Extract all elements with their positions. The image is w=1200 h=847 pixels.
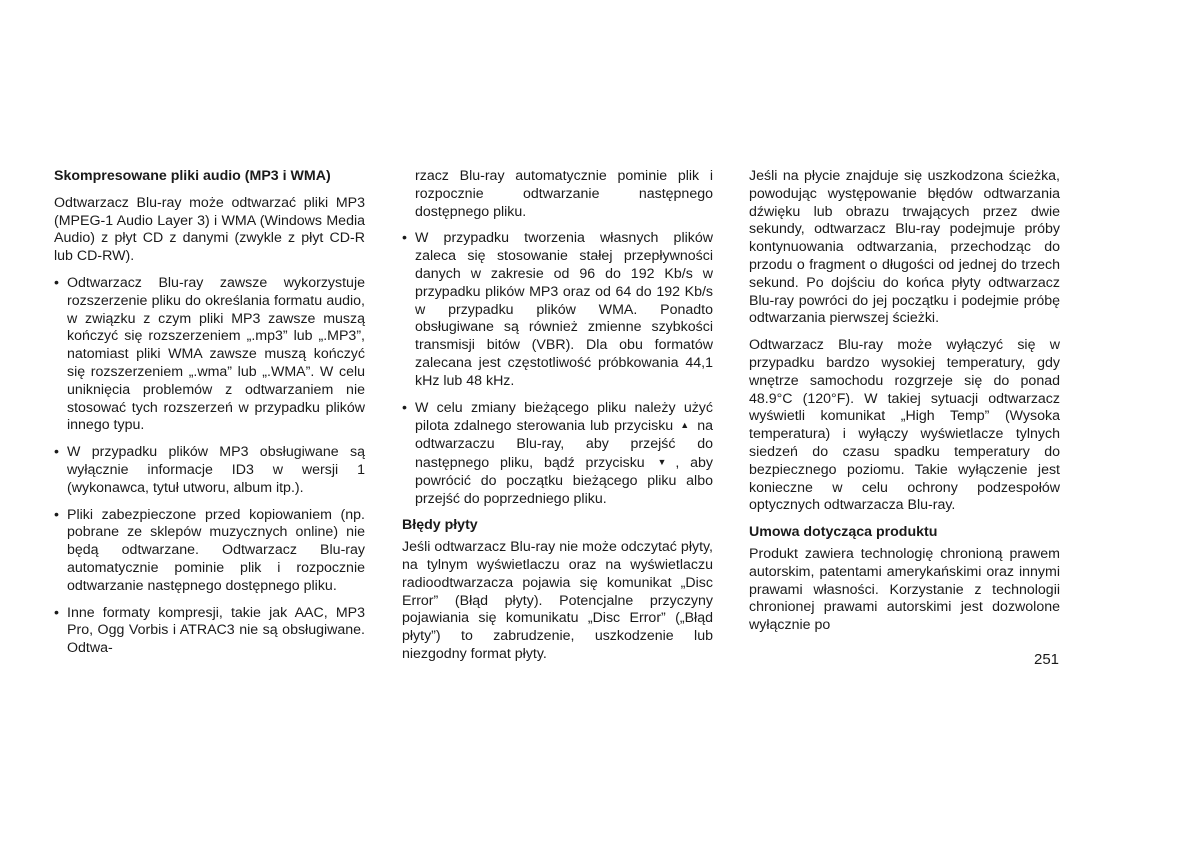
bullet-icon: • <box>402 230 407 247</box>
bullet-icon: • <box>54 604 59 621</box>
bullet-icon: • <box>54 506 59 523</box>
bullet-icon: • <box>54 274 59 291</box>
list-item: • Odtwarzacz Blu-ray zawsze wykorzystuje rozszerzenie pliku do określania formatu audio, w związku z czym pliki MP3 zawsze muszą kończyć się rozszerzeniem „.mp3” lub „.MP3”, natomiast pliki WMA zawsze muszą kończyć się rozszerzeniem „.wma” lub „.WMA”. W celu uniknięcia problemów z odtwarzaniem nie stosować tych rozszerzeń w przypadku plików innego typu. <box>54 274 365 434</box>
intro-paragraph: Odtwarzacz Blu-ray może odtwarzać pliki MP3 (MPEG-1 Audio Layer 3) i WMA (Windows Media Audio) z płyt CD z danymi (zwykle z płyt CD-R lub CD-RW). <box>54 194 365 265</box>
bullet-icon: • <box>402 399 407 416</box>
list-item: • Inne formaty kompresji, takie jak AAC, MP3 Pro, Ogg Vorbis i ATRAC3 nie są obsługiwane. Odtwa- <box>54 604 365 657</box>
column-middle <box>402 168 713 673</box>
bullet-list-middle <box>402 230 713 508</box>
list-item: • Pliki zabezpieczone przed kopiowaniem (np. pobrane ze sklepów muzycznych online) nie będą odtwarzane. Odtwarzacz Blu-ray automatycznie pominie plik i rozpocznie odtwarzanie następnego dostępnego pliku. <box>54 506 365 594</box>
section-heading-compressed-audio: Skompresowane pliki audio (MP3 i WMA) <box>54 168 331 184</box>
page-number: 251 <box>1034 651 1060 668</box>
damaged-track-paragraph: Jeśli na płycie znajduje się uszkodzona ścieżka, powodując występowanie błędów odtwarzania dźwięku lub obrazu trwających przez dwie sekundy, odtwarzacz Blu-ray podejmuje próby kontynuowania odtwarzania, przechodząc do przodu o fragment o długości od jednej do trzech sekund. Po dojściu do końca płyty odtwarzacz Blu-ray powróci do jej początku i podejmie próbę odtwarzania pierwszej ścieżki. <box>749 168 1060 327</box>
up-arrow-icon: ▲ <box>680 420 691 431</box>
column-right <box>749 168 1060 644</box>
bullet-icon: • <box>54 444 59 461</box>
disc-error-paragraph: Jeśli odtwarzacz Blu-ray nie może odczytać płyty, na tylnym wyświetlaczu oraz na wyświetlaczu radioodtwarzacza pojawia się komunikat „Disc Error” (Błąd płyty). Potencjalne przyczyny pojawiania się komunikatu „Disc Error” („Błąd płyty”) to zabrudzenie, uszkodzenie lub niezgodny format płyty. <box>402 539 713 662</box>
down-arrow-icon: ▼ <box>657 456 674 467</box>
bullet-continuation: rzacz Blu-ray automatycznie pominie plik i rozpocznie odtwarzanie następnego dostępnego pliku. <box>415 168 713 220</box>
list-item: • W przypadku plików MP3 obsługiwane są wyłącznie informacje ID3 w wersji 1 (wykonawca, tytuł utworu, album itp.). <box>54 444 365 496</box>
column-left <box>54 168 365 667</box>
product-agreement-paragraph: Produkt zawiera technologię chronioną prawem autorskim, patentami amerykańskimi oraz innymi prawami własności. Korzystanie z technologii chronionej prawami autorskimi jest dozwolone wyłącznie po <box>749 545 1060 634</box>
list-item: • W przypadku tworzenia własnych plików zaleca się stosowanie stałej przepływności danych w zakresie od 96 do 192 Kb/s w przypadku plików MP3 oraz od 64 do 192 Kb/s w przypadku plików WMA. Ponadto obsługiwane są również zmienne szybkości transmisji bitów (VBR). Dla obu formatów zalecana jest częstotliwość próbkowania 44,1 kHz lub 48 kHz. <box>402 230 713 389</box>
section-heading-disc-errors: Błędy płyty <box>402 517 478 534</box>
high-temp-paragraph: Odtwarzacz Blu-ray może wyłączyć się w przypadku bardzo wysokiej temperatury, gdy wnętrze samochodu rozgrzeje się do ponad 48.9°C (120°F). W takiej sytuacji odtwarzacz wyświetli komunikat „High Temp” (Wysoka temperatura) i wyłączy wyświetlacze tylnych siedzeń do czasu spadku temperatury do bezpiecznego poziomu. Takie wyłączenie jest konieczne w celu ochrony podzespołów optycznych odtwarzacza Blu-ray. <box>749 337 1060 514</box>
bullet-list-left <box>54 275 365 658</box>
section-heading-product-agreement: Umowa dotycząca produktu <box>749 524 938 541</box>
list-item: • W celu zmiany bieżącego pliku należy użyć pilota zdalnego sterowania lub przycisku ▲ na odtwarzaczu Blu-ray, aby przejść do następnego pliku, bądź przycisku ▼ , aby powrócić do początku bieżącego pliku albo przejść do poprzedniego pliku. <box>402 399 713 507</box>
